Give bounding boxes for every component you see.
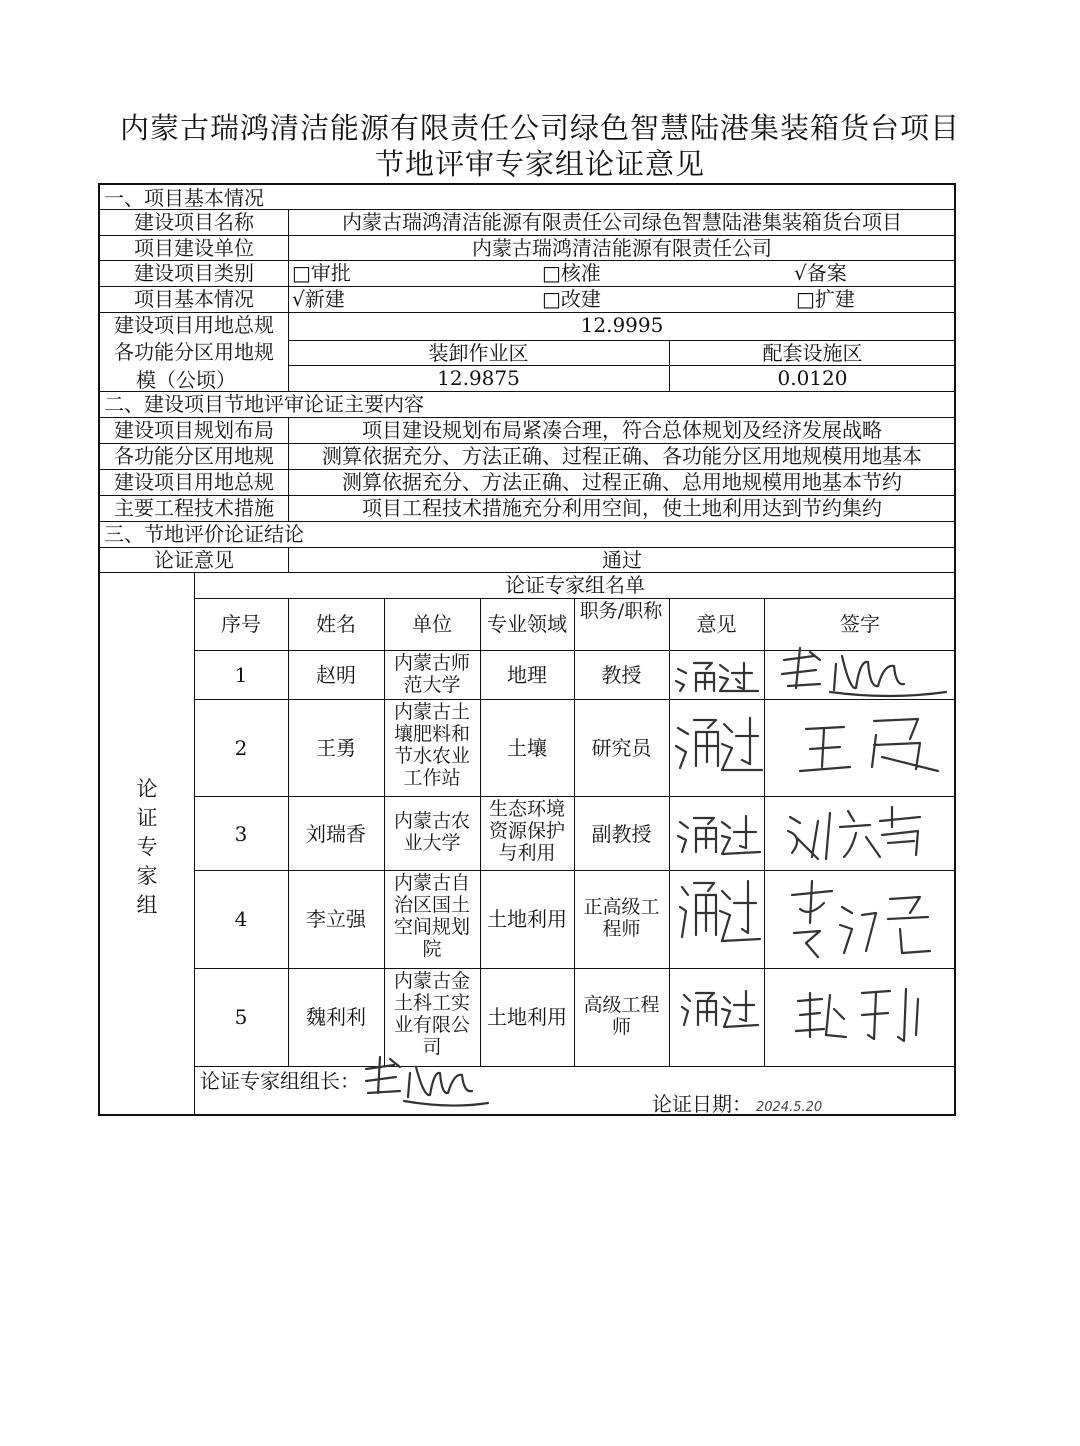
- expert-no: 2: [234, 736, 248, 760]
- zone-a-value: 12.9875: [437, 366, 520, 390]
- col-header-signature: 签字: [840, 612, 880, 636]
- opinion-form-table: [98, 183, 956, 1116]
- handwritten-approval: [672, 710, 764, 780]
- review-date-value: 2024.5.20: [756, 1100, 823, 1115]
- basic-option-rebuild: □改建: [542, 287, 601, 311]
- expert-title: 研究员: [591, 736, 652, 760]
- col-header-title: 职务/职称: [579, 600, 663, 622]
- handwritten-approval: [672, 875, 762, 950]
- total-land-label: 建设项目用地总规: [114, 313, 274, 337]
- zone-b-name: 配套设施区: [762, 341, 863, 365]
- expert-no: 5: [234, 1005, 248, 1029]
- handwritten-signature: [770, 705, 950, 785]
- handwritten-approval: [672, 655, 762, 695]
- handwritten-approval: [672, 985, 762, 1035]
- expert-field: 地理: [507, 663, 547, 687]
- document-title: 内蒙古瑞鸿清洁能源有限责任公司绿色智慧陆港集装箱货台项目: [119, 111, 960, 145]
- review-row-text: 项目建设规划布局紧凑合理，符合总体规划及经济发展战略: [362, 418, 882, 442]
- review-row-text: 测算依据充分、方法正确、过程正确、总用地规模用地基本节约: [342, 470, 902, 494]
- expert-field: 土壤: [507, 736, 547, 760]
- review-date: [652, 1092, 912, 1116]
- review-date-label: 论证日期：: [652, 1092, 752, 1116]
- expert-list-title: 论证专家组名单: [505, 573, 645, 597]
- opinion-label: 论证意见: [154, 548, 234, 572]
- section3-heading: 三、节地评价论证结论: [104, 522, 304, 546]
- category-option-verification: □核准: [542, 261, 601, 285]
- unit-value: 内蒙古瑞鸿清洁能源有限责任公司: [472, 236, 772, 260]
- basic-option-new: √新建: [292, 287, 345, 311]
- expert-title: 正高级工程师: [583, 896, 660, 940]
- unit-label: 项目建设单位: [134, 236, 254, 260]
- expert-name: 魏利利: [306, 1005, 366, 1029]
- col-header-opinion: 意见: [696, 612, 737, 636]
- project-name-label: 建设项目名称: [134, 210, 254, 234]
- expert-field: 土地利用: [487, 907, 567, 931]
- col-header-name: 姓名: [316, 612, 356, 636]
- expert-title: 副教授: [591, 822, 652, 846]
- handwritten-signature: [360, 1047, 500, 1117]
- col-header-no: 序号: [221, 612, 261, 636]
- opinion-value: 通过: [602, 548, 642, 572]
- basic-situation-label: 项目基本情况: [134, 287, 254, 311]
- zone-a-name: 装卸作业区: [428, 341, 529, 365]
- col-header-field: 专业领域: [487, 612, 567, 636]
- category-label: 建设项目类别: [134, 261, 254, 285]
- zone-b-value: 0.0120: [777, 366, 848, 390]
- section1-heading: 一、项目基本情况: [104, 186, 264, 210]
- document-subtitle: 节地评审专家组论证意见: [374, 147, 705, 181]
- expert-name: 王勇: [316, 736, 356, 760]
- review-row-label: 建设项目用地总规: [114, 470, 274, 494]
- expert-unit: 内蒙古农业大学: [393, 810, 470, 854]
- review-row-label: 主要工程技术措施: [114, 496, 274, 520]
- review-row-text: 测算依据充分、方法正确、过程正确、各功能分区用地规模用地基本: [322, 444, 922, 468]
- total-land-value: 12.9995: [580, 313, 664, 337]
- handwritten-signature: [770, 640, 950, 702]
- basic-option-expand: □扩建: [796, 287, 855, 311]
- section2-heading: 二、建设项目节地评审论证主要内容: [104, 392, 424, 416]
- expert-field: 生态环境资源保护与利用: [488, 798, 565, 864]
- category-option-filing: √备案: [794, 261, 847, 285]
- handwritten-approval: [672, 810, 762, 860]
- handwritten-signature: [770, 797, 950, 869]
- group-leader-label: 论证专家组组长：: [200, 1069, 360, 1093]
- category-option-approval: □审批: [292, 261, 351, 285]
- expert-title: 高级工程师: [583, 994, 660, 1038]
- zone-label-line2: 模（公顷）: [136, 368, 236, 391]
- expert-name: 赵明: [316, 663, 356, 687]
- expert-unit: 内蒙古土壤肥料和节水农业工作站: [393, 701, 470, 789]
- project-name-value: 内蒙古瑞鸿清洁能源有限责任公司绿色智慧陆港集装箱货台项目: [342, 210, 902, 234]
- col-header-unit: 单位: [412, 612, 452, 636]
- expert-no: 4: [234, 907, 248, 931]
- zone-label-line1: 各功能分区用地规: [114, 340, 274, 364]
- expert-name: 李立强: [306, 907, 366, 931]
- review-row-label: 建设项目规划布局: [114, 418, 274, 442]
- expert-no: 1: [234, 663, 248, 687]
- expert-unit: 内蒙古自治区国土空间规划院: [393, 872, 470, 960]
- expert-field: 土地利用: [487, 1005, 567, 1029]
- review-row-text: 项目工程技术措施充分利用空间，使土地利用达到节约集约: [362, 496, 882, 520]
- expert-group-label: 论 证 专 家 组: [136, 777, 158, 917]
- expert-unit: 内蒙古金土科工实业有限公司: [393, 970, 470, 1058]
- expert-no: 3: [234, 822, 248, 846]
- expert-name: 刘瑞香: [306, 822, 366, 846]
- expert-unit: 内蒙古师范大学: [393, 652, 470, 696]
- review-row-label: 各功能分区用地规: [114, 444, 274, 468]
- handwritten-signature: [770, 873, 950, 965]
- expert-title: 教授: [601, 663, 642, 687]
- handwritten-signature: [770, 975, 950, 1055]
